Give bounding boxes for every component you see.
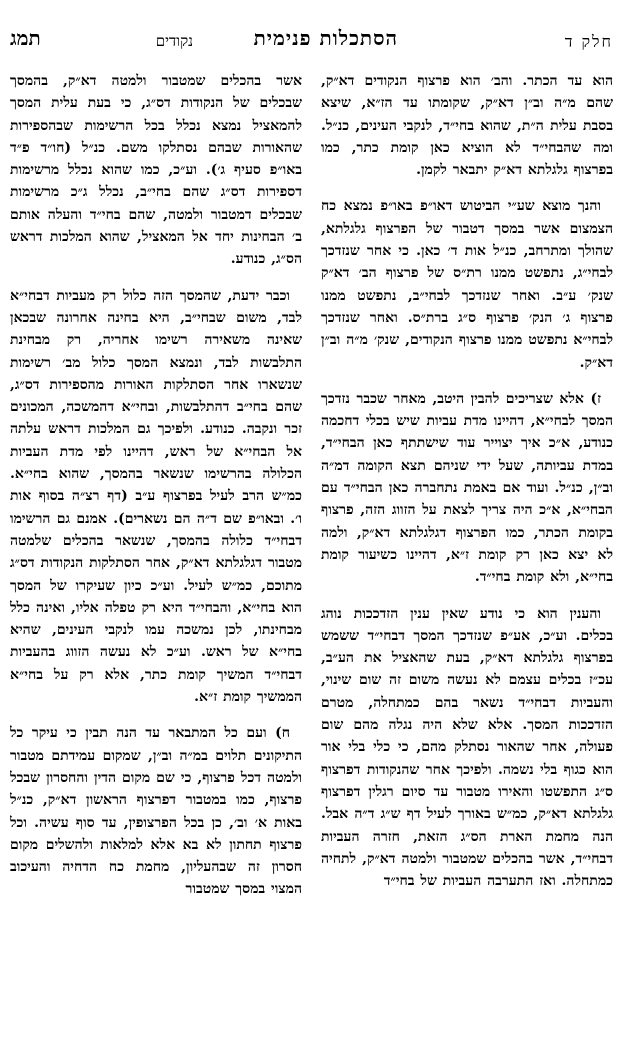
running-title: הסתכלות פנימית	[253, 26, 398, 50]
section-label: נקודים	[155, 32, 193, 50]
paragraph: ח) ועם כל המתבאר עד הנה תבין כי עיקר כל התיקונים תלוים במ״ה וב״ן, שמקום עמידתם מטבור ולמטה דכל פרצוף, כי שם מקום הדין והחסרון שבכל פרצוף, כמו במטבור דפרצוף הראשון דא״ק, כנ״ל באות א׳ וב׳, כן בכל הפרצופין, עד סוף עשיה. וכל פרצוף תחתון לא בא אלא למלאות ולהשלים מקום חסרון זה שבהעליון, מחמת כח הדחיה והעיכוב המצוי במסך שמטבור	[10, 725, 302, 898]
right-column	[321, 70, 613, 1027]
page-number: תמג	[10, 26, 41, 50]
paragraph: והענין הוא כי נודע שאין ענין הזדככות נוהג בכלים. וע״כ, אע״פ שנזדכך המסך דבחי״ד ששמש בפרצוף גלגלתא דא״ק, בעת שהאציל את הע״ב, עכ״ז בכלים עצמם לא נעשה משום זה שום שינוי, והעביות דבחי״ד נשאר בהם כמתחלה, מטרם הזדככות המסך. אלא שלא היה נגלה מהם שום פעולה, אחר שהאור נסתלק מהם, כי כלי בלי אור הוא כגוף בלי נשמה. ולפיכך אחר שהנקודות דפרצוף ס״ג התפשטו והאירו מטבור עד סיום רגלין דפרצוף גלגלתא דא״ק, כמ״ש באורך לעיל דף ש״ג ד״ה אבל. הנה מחמת הארת הס״ג הזאת, חזרה העביות דבחי״ד, אשר בהכלים שמטבור ולמטה דא״ק, לתחיה כמתחלה. ואז התערבה העביות של בחי״ד	[321, 605, 613, 890]
part-label: חלק ד	[564, 32, 613, 51]
page-header	[10, 26, 613, 54]
text-columns	[10, 70, 613, 1027]
paragraph: אשר בהכלים שמטבור ולמטה דא״ק, בהמסך שבכלים של הנקודות דס״ג, כי בעת עלית המסך להמאציל נמצא נכלל בכל הרשימות שבהספירות שהאורות שבהם נסתלקו משם. כנ״ל (חו״ד פ״ד באו״פ סעיף ג׳). וע״כ, כמו שהוא נכלל מרשימות דספירות דס״ג שהם בחי״ב, נכלל ג״כ מרשימות שבכלים דמטבור ולמטה, שהם בחי״ד והעלה אותם ב׳ הבחינות יחד אל המאציל, שהוא המלכות דראש הס״ג, כנודע.	[10, 73, 302, 268]
paragraph: הוא עד הכתר. והב׳ הוא פרצוף הנקודים דא״ק, שהם מ״ה וב״ן דא״ק, שקומתו עד הז״א, שיצא בסבת עלית ה״ת, שהוא בחי״ד, לנקבי העינים, כנ״ל. ומה שהבחי״ד לא הוציא כאן קומת כתר, כמו בפרצוף גלגלתא דא״ק יתבאר לקמן.	[321, 73, 613, 179]
left-column	[10, 70, 302, 1027]
paragraph: והנך מוצא שע״י הביטוש דאו״פ באו״פ נמצא כח הצמצום אשר במסך דטבור של הפרצוף גלגלתא, שהולך ומתרחב, כנ״ל אות ד׳ כאן. כי אחר שנזדכך לבחי״ג, נתפשט ממנו רת״ס של פרצוף הב׳ דא״ק שנק׳ ע״ב. ואחר שנזדכך לבחי״ב, נתפשט ממנו פרצוף ג׳ הנק׳ פרצוף ס״ג ברת״ס. ואחר שנזדכך לבחי״א נתפשט ממנו פרצוף הנקודים, שנק׳ מ״ה וב״ן דא״ק.	[321, 198, 613, 371]
paragraph: וכבר ידעת, שהמסך הזה כלול רק מעביות דבחי״א לבד, משום שבחי״ב, היא בחינה אחרונה שבכאן שאינה משאירה רשימו אחריה, רק מבחינת התלבשות לבד, ונמצא המסך כלול מב׳ רשימות שנשארו אחר הסתלקות האורות מהספירות דס״ג, שהם בחי״ב דהתלבשות, ובחי״א דהמשכה, המכונים זכר ונקבה. כנודע. ולפיכך גם המלכות דראש עלתה אל הבחי״א של ראש, דהיינו לפי מדת העביות הכלולה בהרשימו שנשאר בהמסך, שהוא בחי״א. כמ״ש הרב לעיל בפרצוף ע״ב (דף רצ״ה בסוף אות ו׳. ובאו״פ שם ד״ה הם נשארים). אמנם גם הרשימו דבחי״ד כלולה בהמסך, שנשאר בהכלים שלמטה מטבור דגלגלתא דא״ק, אחר הסתלקות הנקודות דס״ג מתוכם, כמ״ש לעיל. וע״כ כיון שעיקרו של המסך הוא בחי״א, והבחי״ד היא רק טפלה אליו, ואינה כלל מבחינתו, לכן נמשכה עמו לנקבי העינים, שהיא בחי״א של ראש. וע״כ לא נעשה הזווג בהעביות דבחי״ד המשיך קומת כתר, אלא רק על בחי״א הממשיך קומת ז״א.	[10, 287, 302, 706]
paragraph: ז) אלא שצריכים להבין היטב, מאחר שכבר נזדכך המסך לבחי״א, דהיינו מדת עביות שיש בכלי דחכמה כנודע, א״כ איך יצוייר עוד שישתתף כאן הבחי״ד, במדת עביותה, שעל ידי שניהם תצא הקומה דמ״ה וב״ן, כנ״ל. ועוד אם באמת נתחברה כאן הבחי״ד עם הבחי״א, א״כ היה צריך לצאת על הזווג הזה, פרצוף בקומת הכתר, כמו הפרצוף דגלגלתא דא״ק, ולמה לא יצא כאן רק קומת ז״א, דהיינו כשיעור קומת בחי״א, ולא קומת בחי״ד.	[321, 390, 613, 586]
